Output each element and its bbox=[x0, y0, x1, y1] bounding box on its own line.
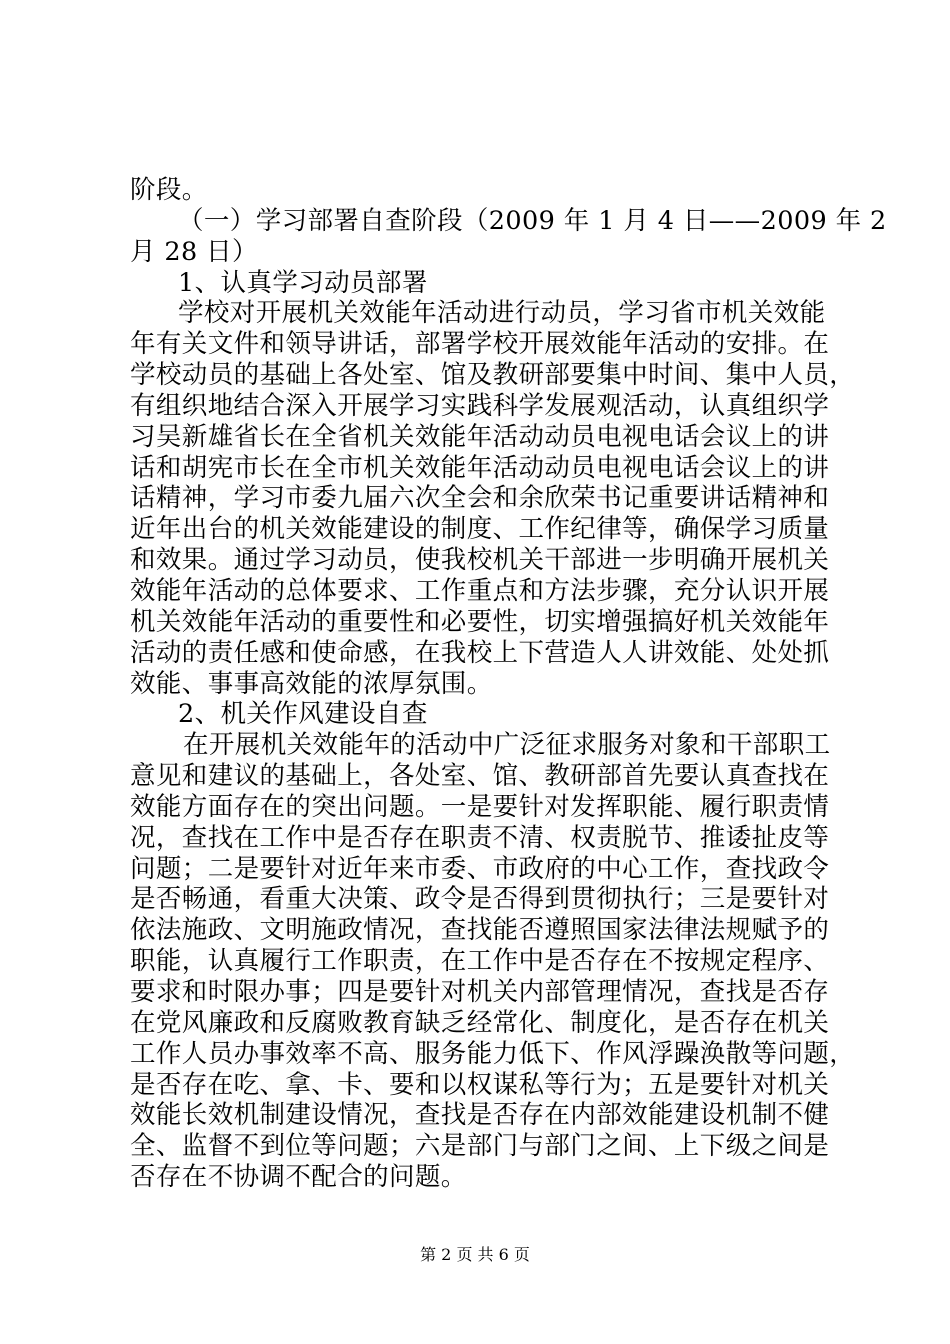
paragraph-line: 是否存在吃、拿、卡、要和以权谋私等行为；五是要针对机关 bbox=[130, 1069, 830, 1100]
paragraph-line: 活动的责任感和使命感，在我校上下营造人人讲效能、处处抓 bbox=[130, 637, 830, 668]
paragraph-line: 年有关文件和领导讲话，部署学校开展效能年活动的安排。在 bbox=[130, 329, 830, 360]
paragraph-line: 效能长效机制建设情况，查找是否存在内部效能建设机制不健 bbox=[130, 1100, 830, 1131]
page-footer: 第 2 页 共 6 页 bbox=[420, 1245, 530, 1264]
paragraph-line: 是否畅通，看重大决策、政令是否得到贯彻执行；三是要针对 bbox=[130, 884, 830, 915]
paragraph-line: 工作人员办事效率不高、服务能力低下、作风浮躁涣散等问题， bbox=[130, 1038, 856, 1069]
paragraph-line: 话和胡宪市长在全市机关效能年活动动员电视电话会议上的讲 bbox=[130, 452, 830, 483]
subsection-heading: 2、机关作风建设自查 bbox=[178, 699, 428, 730]
paragraph-line: 在党风廉政和反腐败教育缺乏经常化、制度化，是否存在机关 bbox=[130, 1007, 830, 1038]
text-line: 阶段。 bbox=[130, 175, 208, 205]
paragraph-line: 学校动员的基础上各处室、馆及教研部要集中时间、集中人员， bbox=[130, 360, 856, 391]
paragraph-line: 否存在不协调不配合的问题。 bbox=[130, 1162, 467, 1192]
paragraph-line: 和效果。通过学习动员，使我校机关干部进一步明确开展机关 bbox=[130, 545, 830, 576]
paragraph-line: 机关效能年活动的重要性和必要性，切实增强搞好机关效能年 bbox=[130, 606, 830, 637]
paragraph-line: 要求和时限办事；四是要针对机关内部管理情况，查找是否存 bbox=[130, 976, 830, 1007]
paragraph-line: 全、监督不到位等问题；六是部门与部门之间、上下级之间是 bbox=[130, 1131, 830, 1162]
paragraph-line: 有组织地结合深入开展学习实践科学发展观活动，认真组织学 bbox=[130, 390, 830, 421]
paragraph-line: 近年出台的机关效能建设的制度、工作纪律等，确保学习质量 bbox=[130, 514, 830, 545]
paragraph-line: 效能、事事高效能的浓厚氛围。 bbox=[130, 668, 493, 699]
paragraph-line: 意见和建议的基础上，各处室、馆、教研部首先要认真查找在 bbox=[130, 761, 830, 791]
section-heading-continued: 月 28 日） bbox=[130, 236, 258, 267]
paragraph-line: 况，查找在工作中是否存在职责不清、权责脱节、推诿扯皮等 bbox=[130, 822, 830, 853]
paragraph-line: 在开展机关效能年的活动中广泛征求服务对象和干部职工 bbox=[183, 730, 831, 761]
paragraph-line: 效能年活动的总体要求、工作重点和方法步骤，充分认识开展 bbox=[130, 576, 830, 606]
paragraph-line: 职能，认真履行工作职责，在工作中是否存在不按规定程序、 bbox=[130, 946, 830, 977]
paragraph-line: 学校对开展机关效能年活动进行动员，学习省市机关效能 bbox=[178, 298, 826, 329]
paragraph-line: 依法施政、文明施政情况，查找能否遵照国家法律法规赋予的 bbox=[130, 915, 830, 946]
paragraph-line: 习吴新雄省长在全省机关效能年活动动员电视电话会议上的讲 bbox=[130, 421, 830, 452]
paragraph-line: 话精神，学习市委九届六次全会和余欣荣书记重要讲话精神和 bbox=[130, 483, 830, 514]
paragraph-line: 效能方面存在的突出问题。一是要针对发挥职能、履行职责情 bbox=[130, 791, 830, 822]
paragraph-line: 问题；二是要针对近年来市委、市政府的中心工作，查找政令 bbox=[130, 853, 830, 884]
subsection-heading: 1、认真学习动员部署 bbox=[178, 267, 428, 298]
section-heading: （一）学习部署自查阶段（2009 年 1 月 4 日——2009 年 2 bbox=[178, 205, 887, 236]
